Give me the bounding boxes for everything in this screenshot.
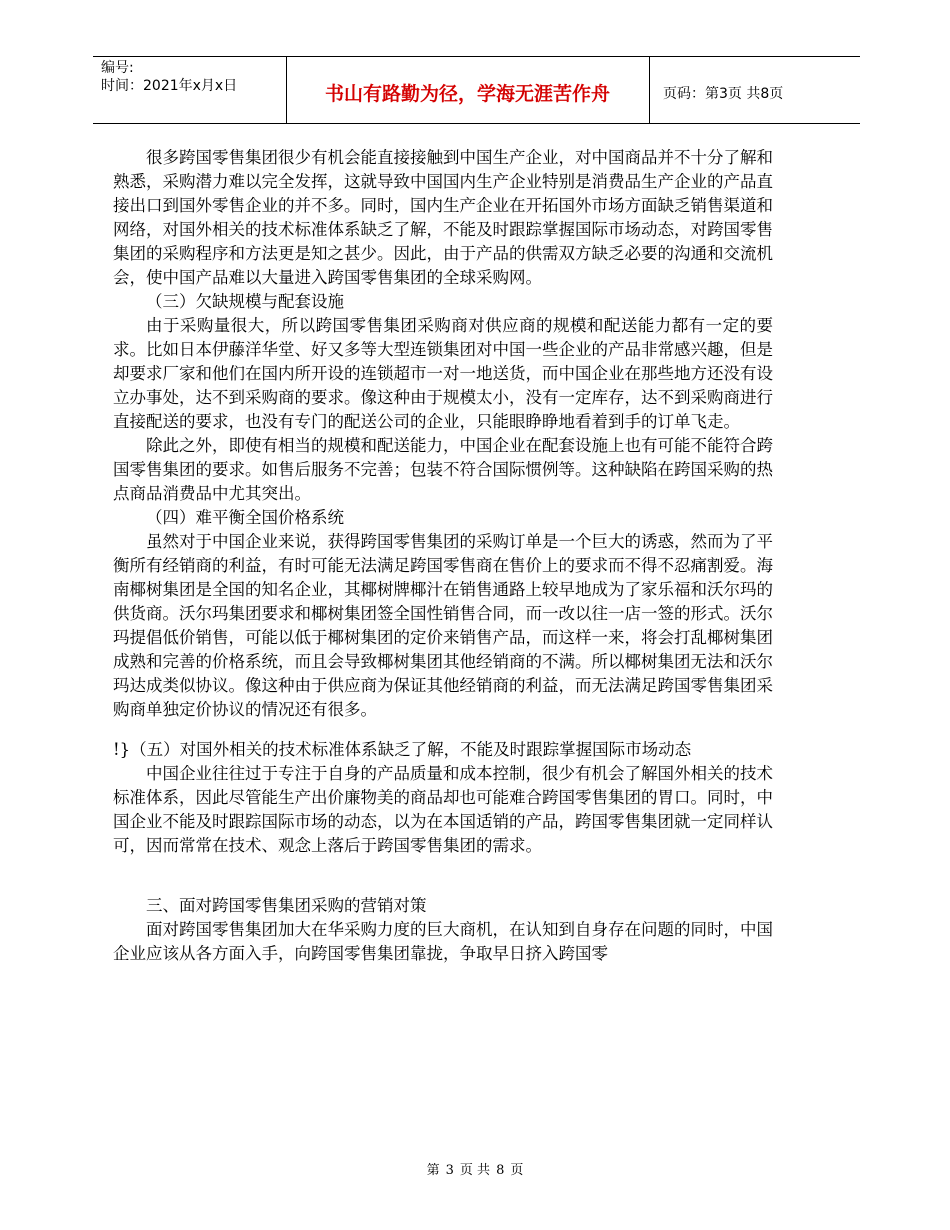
paragraph: 面对跨国零售集团加大在华采购力度的巨大商机，在认知到自身存在问题的同时，中国企业应该从各方面入手，向跨国零售集团靠拢，争取早日挤入跨国零: [113, 920, 773, 963]
paragraph: 中国企业往往过于专注于自身的产品质量和成本控制，很少有机会了解国外相关的技术标准体系，因此尽管能生产出价廉物美的商品却也可能难合跨国零售集团的胃口。同时，中国企业不能及时跟踪国际市场的动态，以为在本国适销的产品，跨国零售集团就一定同样认可，因而常常在技术、观念上落后于跨国零售集团的需求。: [113, 764, 773, 855]
section-heading: 三、面对跨国零售集团采购的营销对策: [146, 896, 427, 915]
footer-current-page: 3: [445, 1163, 454, 1178]
header-motto: 书山有路勤为径，学海无涯苦作舟: [324, 83, 610, 105]
header-page-number: 页码：第3页 共8页: [663, 86, 784, 102]
spacer: [113, 858, 773, 894]
document-number-label: 编号:: [101, 60, 134, 76]
document-date: 时间：2021年x月x日: [101, 78, 238, 94]
section-heading: !}（五）对国外相关的技术标准体系缺乏了解，不能及时跟踪掌握国际市场动态: [113, 740, 692, 759]
paragraph: 除此之外，即使有相当的规模和配送能力，中国企业在配套设施上也有可能不能符合跨国零售集团的要求。如售后服务不完善；包装不符合国际惯例等。这种缺陷在跨国采购的热点商品消费品中尤其突出。: [113, 436, 773, 503]
footer-suffix: 页: [510, 1163, 524, 1178]
header-divider: [649, 57, 650, 123]
paragraph: 虽然对于中国企业来说，获得跨国零售集团的采购订单是一个巨大的诱惑，然而为了平衡所有经销商的利益，有时可能无法满足跨国零售商在售价上的要求而不得不忍痛割爱。海南椰树集团是全国的知名企业，其椰树牌椰汁在销售通路上较早地成为了家乐福和沃尔玛的供货商。沃尔玛集团要求和椰树集团签全国性销售合同，而一改以往一店一签的形式。沃尔玛提倡低价销售，可能以低于椰树集团的定价来销售产品，而这样一来，将会打乱椰树集团成熟和完善的价格系统，而且会导致椰树集团其他经销商的不满。所以椰树集团无法和沃尔玛达成类似协议。像这种由于供应商为保证其他经销商的利益，而无法满足跨国零售集团采购商单独定价协议的情况还有很多。: [113, 532, 773, 719]
paragraph: 很多跨国零售集团很少有机会能直接接触到中国生产企业，对中国商品并不十分了解和熟悉，采购潜力难以完全发挥，这就导致中国国内生产企业特别是消费品生产企业的产品直接出口到国外零售企业的并不多。同时，国内生产企业在开拓国外市场方面缺乏销售渠道和网络，对国外相关的技术标准体系缺乏了解，不能及时跟踪掌握国际市场动态，对跨国零售集团的采购程序和方法更是知之甚少。因此，由于产品的供需双方缺乏必要的沟通和交流机会，使中国产品难以大量进入跨国零售集团的全球采购网。: [113, 148, 773, 287]
footer-middle: 页 共: [459, 1163, 491, 1178]
section-heading: （三）欠缺规模与配套设施: [146, 292, 344, 311]
document-body: [113, 146, 773, 966]
page-header: [93, 56, 860, 124]
page-footer: [0, 1159, 950, 1178]
paragraph: 由于采购量很大，所以跨国零售集团采购商对供应商的规模和配送能力都有一定的要求。比如日本伊藤洋华堂、好又多等大型连锁集团对中国一些企业的产品非常感兴趣，但是却要求厂家和他们在国内所开设的连锁超市一对一地送货，而中国企业在那些地方还没有设立办事处，达不到采购商的要求。像这种由于规模太小，没有一定库存，达不到采购商进行直接配送的要求，也没有专门的配送公司的企业，只能眼睁睁地看着到手的订单飞走。: [113, 316, 773, 431]
section-heading: （四）难平衡全国价格系统: [146, 508, 344, 527]
footer-total-pages: 8: [496, 1163, 505, 1178]
footer-prefix: 第: [426, 1163, 440, 1178]
header-meta: [101, 59, 237, 95]
